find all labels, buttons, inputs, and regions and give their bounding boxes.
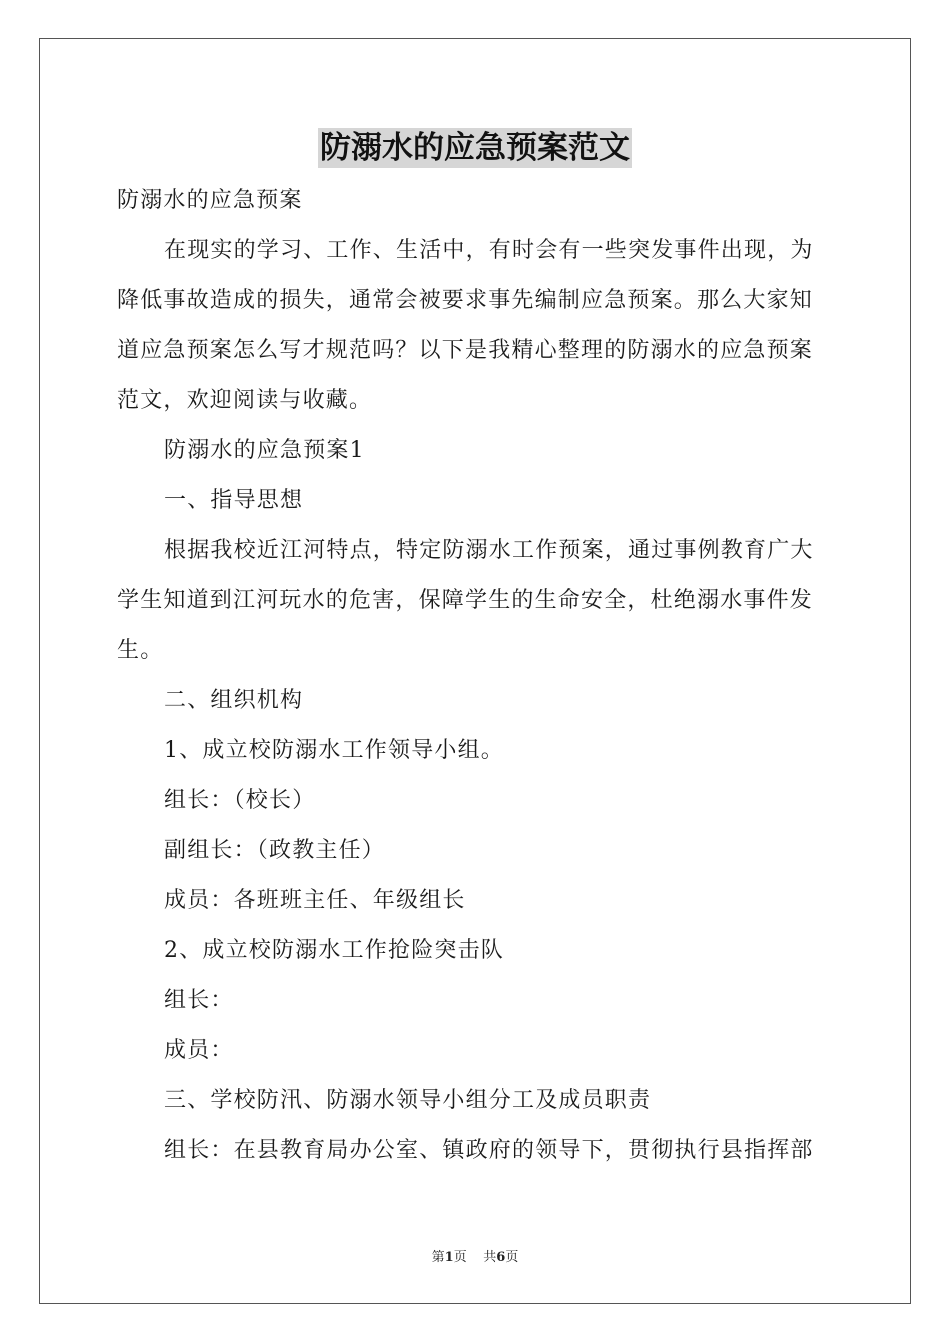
total-label-suffix: 页 xyxy=(505,1250,519,1265)
document-title: 防溺水的应急预案范文 xyxy=(320,130,630,166)
total-pages-number: 6 xyxy=(496,1250,506,1265)
body-paragraph: 防溺水的应急预案 xyxy=(117,188,303,213)
total-label-prefix: 共 xyxy=(483,1250,497,1265)
page-label-prefix: 第 xyxy=(431,1250,445,1265)
body-paragraph: 一、指导思想 xyxy=(164,488,304,513)
body-paragraph: 在现实的学习、工作、生活中，有时会有一些突发事件出现，为降低事故造成的损失，通常会被要求事先编制应急预案。那么大家知道应急预案怎么写才规范吗？以下是我精心整理的防溺水的应急预案范文，欢迎阅读与收藏。 xyxy=(117,238,814,413)
body-paragraph: 副组长：（政教主任） xyxy=(164,838,386,863)
title-container xyxy=(0,128,950,168)
body-paragraph: 2、成立校防溺水工作抢险突击队 xyxy=(164,938,504,963)
body-paragraph: 根据我校近江河特点，特定防溺水工作预案，通过事例教育广大学生知道到江河玩水的危害，保障学生的生命安全，杜绝溺水事件发生。 xyxy=(117,538,814,663)
body-paragraph: 组长：在县教育局办公室、镇政府的领导下，贯彻执行县指挥部 xyxy=(164,1138,814,1163)
body-paragraph: 组长：（校长） xyxy=(164,788,316,813)
current-page-number: 1 xyxy=(444,1250,454,1265)
body-paragraph: 三、学校防汛、防溺水领导小组分工及成员职责 xyxy=(164,1088,652,1113)
body-paragraph: 成员： xyxy=(164,1038,234,1063)
page-label-suffix: 页 xyxy=(453,1250,467,1265)
body-paragraph: 1、成立校防溺水工作领导小组。 xyxy=(164,738,504,763)
body-paragraph: 二、组织机构 xyxy=(164,688,304,713)
page-footer xyxy=(0,1246,950,1265)
body-paragraph: 防溺水的应急预案1 xyxy=(164,438,365,463)
body-paragraph: 组长： xyxy=(164,988,234,1013)
document-body xyxy=(117,176,833,1176)
body-paragraph: 成员：各班班主任、年级组长 xyxy=(164,888,466,913)
